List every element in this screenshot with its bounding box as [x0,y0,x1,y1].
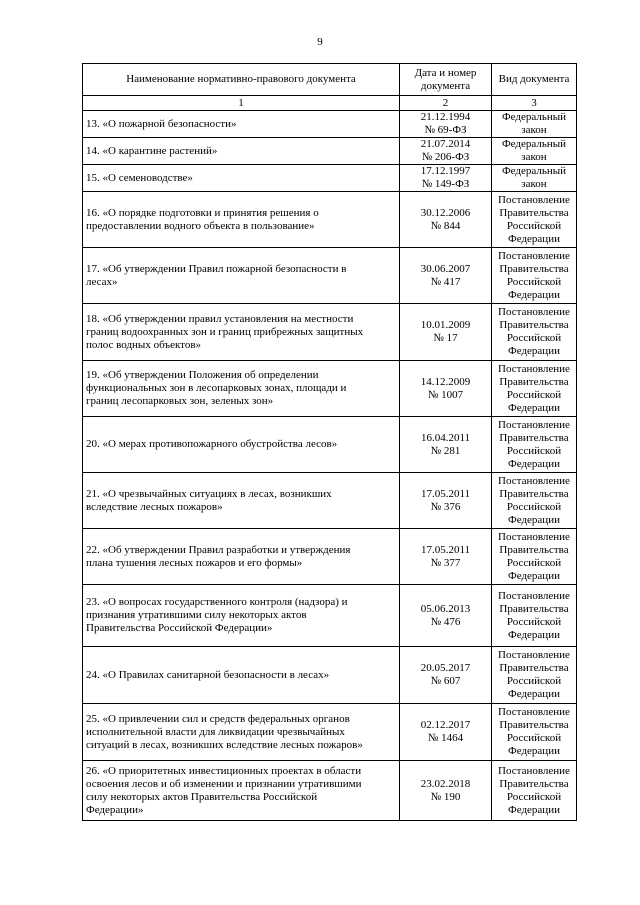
date-number-cell [400,192,492,248]
table-row [83,138,577,165]
document-name-cell [83,761,400,821]
document-kind-cell [492,192,577,248]
document-kind-line: Постановление [498,306,570,318]
document-kind-cell [492,529,577,585]
document-kind-line: Постановление [498,706,570,718]
document-name-line: 15. «О семеноводстве» [86,171,193,184]
document-kind-line: Федеральный [501,111,567,123]
date-number-cell [400,304,492,361]
table-row [83,165,577,192]
document-kind-line: Правительства [499,602,569,615]
header-date-line: Дата и номер [414,66,477,79]
document-kind-cell [492,647,577,704]
document-name-cell [83,529,400,585]
document-kind-line: Правительства [499,719,569,731]
document-name-cell [83,304,400,361]
document-date: 30.06.2007 [420,262,471,275]
document-kind-line: Федерации [508,457,560,470]
date-number-cell [400,417,492,473]
table-row [83,248,577,304]
header-date-line: документа [420,79,471,92]
document-kind-line: Правительства [499,431,569,444]
document-kind-line: Российской [506,219,562,232]
table-header-row [83,64,577,96]
document-name-line: освоения лесов и об изменении и признании утратившими [86,777,362,790]
document-name-cell [83,647,400,704]
document-name-line: плана тушения лесных пожаров и его формы» [86,556,303,569]
document-name-cell [83,361,400,417]
document-kind-line: Федерации [508,569,560,582]
document-date: 17.12.1997 [420,165,471,177]
table-row [83,761,577,821]
table-row [83,704,577,761]
document-number: № 17 [433,332,458,344]
document-name-cell [83,704,400,761]
document-kind-line: Федерации [508,803,560,816]
document-kind-cell [492,473,577,529]
document-kind-line: закон [521,124,547,136]
document-kind-line: Правительства [499,662,569,674]
document-kind-line: Федерации [508,232,560,245]
document-kind-line: Правительства [499,543,569,556]
document-kind-line: Федерации [508,345,560,357]
table-row [83,304,577,361]
document-name-line: лесах» [86,275,118,288]
document-name-line: 26. «О приоритетных инвестиционных проектах в области [86,764,362,777]
document-name-line: вследствие лесных пожаров» [86,500,223,513]
document-name-line: ситуаций в лесах, возникших вследствие лесных пожаров» [86,738,363,751]
document-date: 17.05.2011 [420,487,471,500]
document-number: № 149-ФЗ [421,178,470,190]
document-name-line: 21. «О чрезвычайных ситуациях в лесах, возникших [86,487,332,500]
document-kind-line: Правительства [499,319,569,331]
document-kind-line: Федерации [508,513,560,526]
document-name-line: границ лесопарковых зон, зеленых зон» [86,395,274,407]
document-kind-line: Правительства [499,777,569,790]
document-kind-line: Правительства [499,487,569,500]
document-kind-line: Постановление [498,474,570,487]
document-date: 14.12.2009 [420,375,471,388]
column-number: 3 [492,96,577,111]
document-number: № 476 [430,615,461,628]
table-row [83,111,577,138]
regulations-table [82,63,577,821]
document-kind-cell [492,165,577,192]
document-kind-line: Правительства [499,206,569,219]
date-number-cell [400,529,492,585]
document-number: № 376 [430,500,461,513]
document-kind-line: Российской [506,444,562,457]
document-kind-cell [492,761,577,821]
document-name-line: 17. «Об утверждении Правил пожарной безопасности в [86,262,347,275]
document-date: 05.06.2013 [420,602,471,615]
document-date: 30.12.2006 [420,206,471,219]
document-name-line: 20. «О мерах противопожарного обустройства лесов» [86,438,338,450]
document-kind-cell [492,248,577,304]
document-kind-line: Российской [506,500,562,513]
document-number: № 1464 [427,732,464,744]
document-name-line: предоставлении водного объекта в пользование» [86,219,315,232]
column-number: 2 [400,96,492,111]
table-row [83,529,577,585]
document-name-line: Федерации» [86,803,144,816]
date-number-cell [400,585,492,647]
document-name-cell [83,248,400,304]
document-kind-line: Постановление [498,649,570,661]
document-name-line: 22. «Об утверждении Правил разработки и утверждения [86,543,351,556]
date-number-cell [400,473,492,529]
document-name-line: границ водоохранных зон и границ прибрежных защитных [86,325,364,338]
document-kind-cell [492,361,577,417]
document-kind-cell [492,138,577,165]
document-kind-line: Российской [506,675,562,687]
date-number-cell [400,647,492,704]
date-number-cell [400,248,492,304]
document-kind-line: Постановление [498,362,570,375]
document-name-cell [83,585,400,647]
document-number: № 69-ФЗ [424,124,467,136]
document-number: № 206-ФЗ [421,151,470,163]
document-name-line: 19. «Об утверждении Положения об определении [86,369,319,381]
document-name-line: полос водных объектов» [86,338,202,351]
document-kind-line: Российской [506,790,562,803]
document-name-line: 18. «Об утверждении правил установления на местности [86,312,354,325]
table-row [83,647,577,704]
date-number-cell [400,361,492,417]
document-name-line: функциональных зон в лесопарковых зонах, площади и [86,382,347,394]
document-kind-line: Постановление [498,530,570,543]
column-number: 1 [83,96,400,111]
document-name-cell [83,138,400,165]
document-date: 21.07.2014 [420,138,471,150]
table-row [83,473,577,529]
date-number-cell [400,138,492,165]
header-document-name: Наименование нормативно-правового документа [83,64,400,96]
document-kind-line: Федерации [508,628,560,641]
document-date: 02.12.2017 [420,719,471,731]
document-kind-line: Федеральный [501,165,567,177]
document-date: 16.04.2011 [420,431,471,444]
document-name-line: 24. «О Правилах санитарной безопасности в лесах» [86,668,330,681]
date-number-cell [400,111,492,138]
document-name-cell [83,111,400,138]
document-kind-line: Правительства [499,375,569,388]
document-date: 21.12.1994 [420,111,471,123]
document-name-line: Правительства Российской Федерации» [86,622,273,634]
table-row [83,417,577,473]
document-date: 20.05.2017 [420,662,471,674]
document-number: № 417 [430,275,461,288]
document-date: 23.02.2018 [420,777,471,790]
document-number: № 377 [430,556,461,569]
document-name-line: 23. «О вопросах государственного контроля (надзора) и [86,596,348,608]
document-name-cell [83,165,400,192]
date-number-cell [400,704,492,761]
date-number-cell [400,165,492,192]
document-kind-line: Правительства [499,262,569,275]
table-row [83,361,577,417]
document-kind-line: Российской [506,732,562,744]
document-number: № 844 [430,219,461,232]
document-kind-cell [492,417,577,473]
document-name-line: 14. «О карантине растений» [86,144,218,157]
document-name-cell [83,473,400,529]
document-kind-line: Постановление [498,418,570,431]
table-row [83,192,577,248]
document-name-line: признания утратившими силу некоторых актов [86,609,307,621]
document-number: № 607 [430,675,461,687]
document-kind-cell [492,111,577,138]
document-name-line: силу некоторых актов Правительства Российской [86,790,318,803]
document-name-line: 13. «О пожарной безопасности» [86,117,237,130]
document-kind-line: Российской [506,556,562,569]
document-date: 17.05.2011 [420,543,471,556]
document-kind-line: Федерации [508,288,560,301]
document-kind-line: закон [521,151,547,163]
document-number: № 281 [430,444,461,457]
document-kind-line: Федерации [508,688,560,700]
column-number-row [83,96,577,111]
document-kind-line: Постановление [498,193,570,206]
document-kind-line: Российской [506,332,562,344]
document-kind-cell [492,585,577,647]
document-number: № 1007 [427,388,464,401]
document-kind-line: Российской [506,275,562,288]
header-document-kind: Вид документа [492,64,577,96]
document-kind-line: закон [521,178,547,190]
header-date-number [400,64,492,96]
document-kind-line: Постановление [498,249,570,262]
document-date: 10.01.2009 [420,319,471,331]
document-number: № 190 [430,790,461,803]
page-number: 9 [317,36,323,48]
document-kind-line: Постановление [498,589,570,602]
document-name-cell [83,417,400,473]
document-name-cell [83,192,400,248]
document-kind-line: Российской [506,388,562,401]
document-kind-line: Российской [506,615,562,628]
document-kind-line: Федерации [508,745,560,757]
document-kind-cell [492,704,577,761]
document-kind-cell [492,304,577,361]
document-kind-line: Постановление [498,764,570,777]
document-kind-line: Федерации [508,401,560,414]
table-row [83,585,577,647]
document-kind-line: Федеральный [501,138,567,150]
document-name-line: 16. «О порядке подготовки и принятия решения о [86,206,319,219]
document-name-line: 25. «О привлечении сил и средств федеральных органов [86,712,350,725]
document-name-line: исполнительной власти для ликвидации чрезвычайных [86,725,345,738]
date-number-cell [400,761,492,821]
